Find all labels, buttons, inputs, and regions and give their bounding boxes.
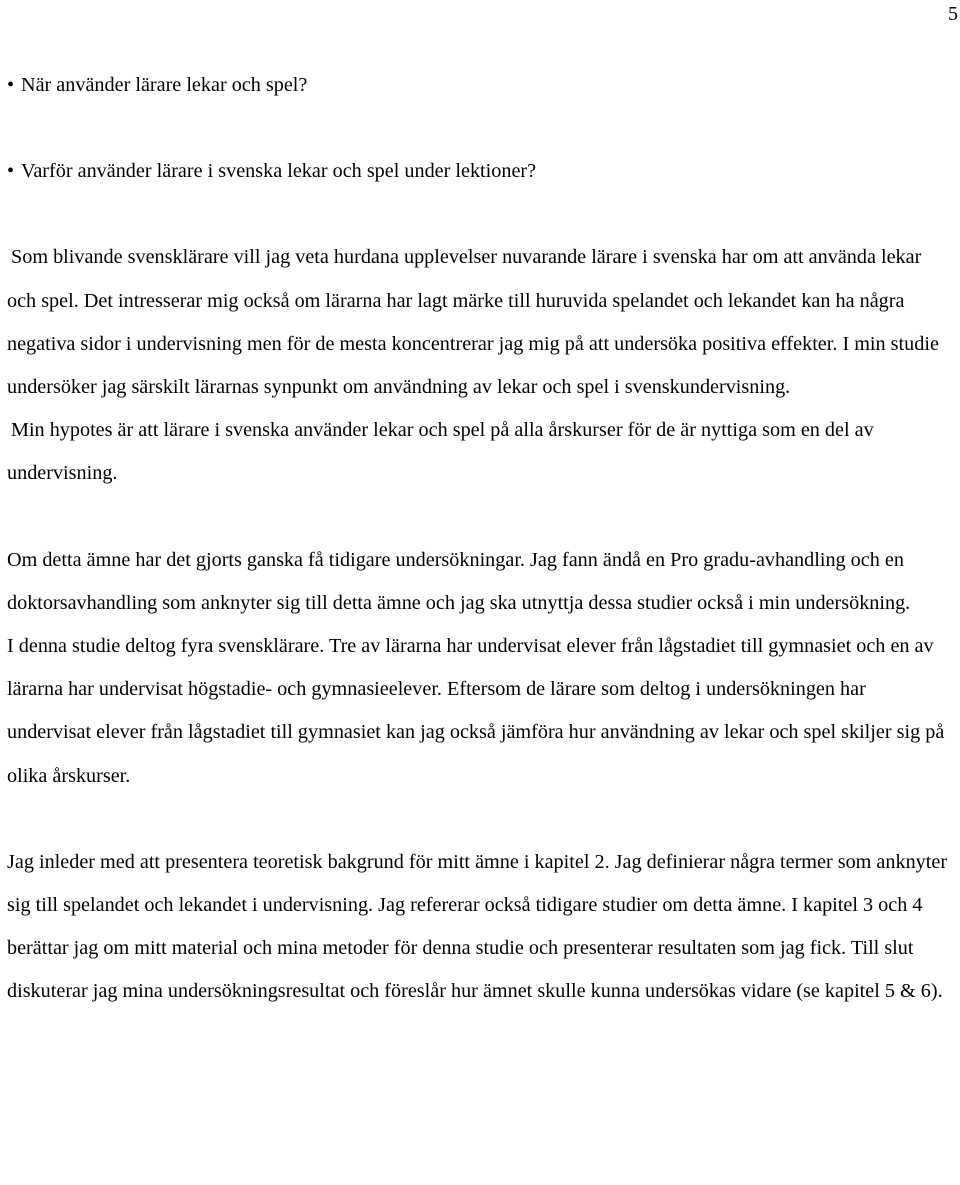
paragraph-aim: Som blivande svensklärare vill jag veta hurdana upplevelser nuvarande lärare i svenska har om att använda lekar och spel. Det intresserar mig också om lärarna har lagt märke till huruvida spelandet och lekandet kan ha några negativa sidor i undervisning men för de mesta koncentrerar jag mig på att undersöka positiva effekter. I min studie undersöker jag särskilt lärarnas synpunkt om användning av lekar och spel i svenskundervisning. (7, 246, 939, 399)
paragraph-participants: I denna studie deltog fyra svensklärare. Tre av lärarna har undervisat elever från lågstadiet till gymnasiet och en av lärarna har undervisat högstadie- och gymnasieelever. Eftersom de lärare som deltog i undersökningen har undervisat elever från lågstadiet till gymnasiet kan jag också jämföra hur användning av lekar och spel skiljer sig på olika årskurser. (7, 635, 945, 787)
list-item (7, 150, 951, 193)
paragraph-previous-research: Om detta ämne har det gjorts ganska få tidigare undersökningar. Jag fann ändå en Pro gradu-avhandling och en doktorsavhandling som anknyter sig till detta ämne och jag ska utnyttja dessa studier också i min undersökning. (7, 548, 911, 614)
list-item-text: När använder lärare lekar och spel? (21, 74, 308, 96)
bullet-icon: • (7, 74, 15, 96)
paragraph-spacer (7, 798, 951, 841)
research-questions-list (7, 64, 951, 193)
page-number: 5 (948, 3, 958, 25)
paragraph-spacer (7, 496, 951, 539)
paragraph-outline: Jag inleder med att presentera teoretisk bakgrund för mitt ämne i kapitel 2. Jag definierar några termer som anknyter sig till spelandet och lekandet i undervisning. Jag refererar också tidigare studier om detta ämne. I kapitel 3 och 4 berättar jag om mitt material och mina metoder för denna studie och presenterar resultaten som jag fick. Till slut diskuterar jag mina undersökningsresultat och föreslår hur ämnet skulle kunna undersökas vidare (se kapitel 5 & 6). (7, 850, 948, 1003)
bullet-icon: • (7, 160, 15, 183)
document-body (7, 64, 951, 1014)
list-item (7, 64, 951, 107)
paragraph-hypothesis: Min hypotes är att lärare i svenska använder lekar och spel på alla årskurser för de är nyttiga som en del av undervisning. (7, 419, 874, 485)
list-item-text: Varför använder lärare i svenska lekar och spel under lektioner? (21, 160, 537, 183)
